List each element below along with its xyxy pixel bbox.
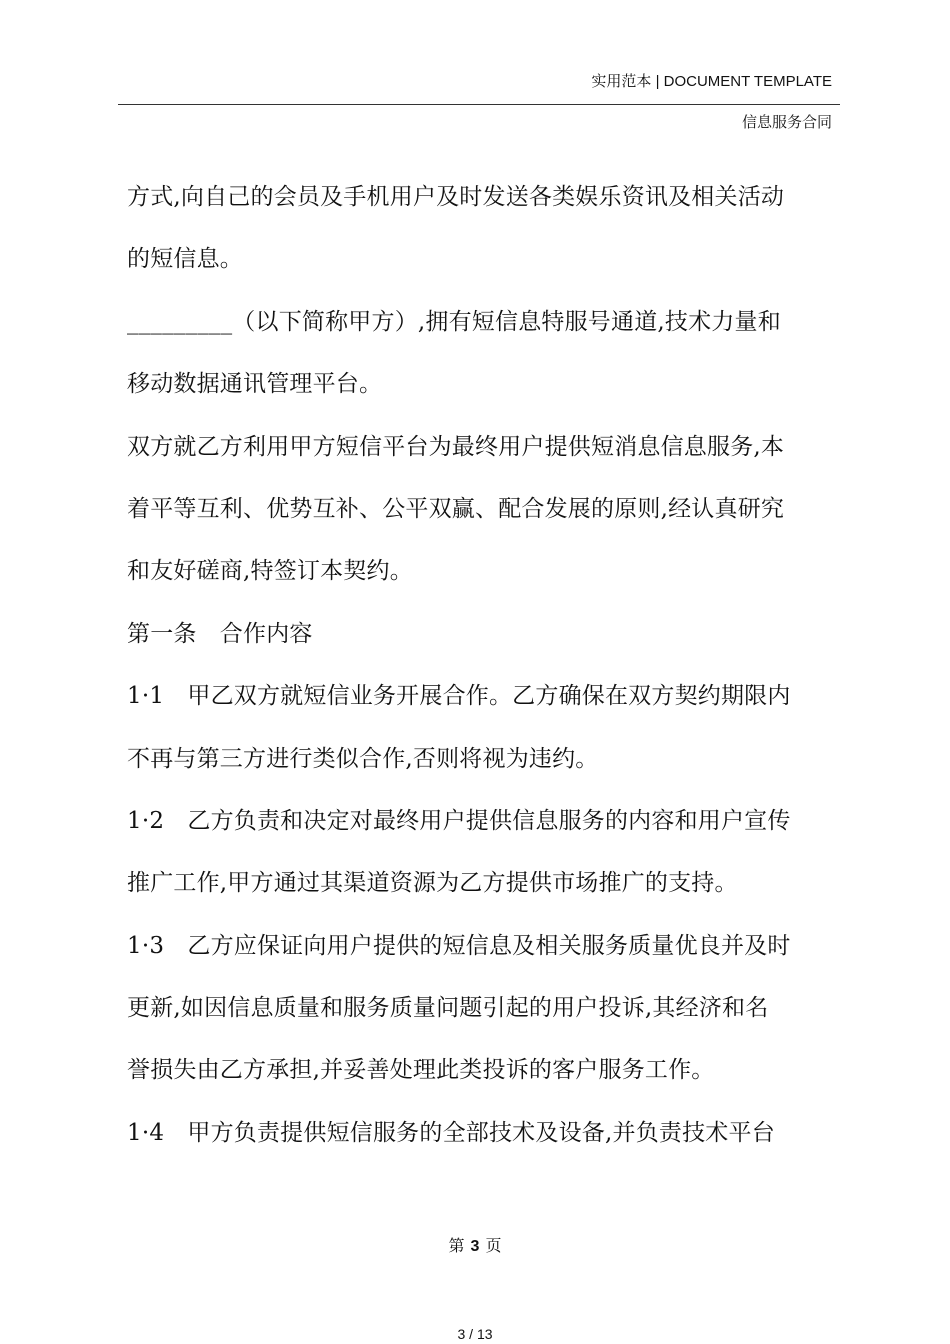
body-line: 更新,如因信息质量和服务质量问题引起的用户投诉,其经济和名 bbox=[127, 995, 769, 1022]
body-line: 不再与第三方进行类似合作,否则将视为违约。 bbox=[127, 745, 599, 772]
header-divider bbox=[118, 104, 840, 105]
body-line: 和友好磋商,特签订本契约。 bbox=[127, 558, 413, 585]
body-line: 移动数据通讯管理平台。 bbox=[127, 371, 383, 398]
body-line: 1·1 甲乙双方就短信业务开展合作。乙方确保在双方契约期限内 bbox=[127, 683, 791, 710]
body-line: 1·4 甲方负责提供短信服务的全部技术及设备,并负责技术平台 bbox=[127, 1119, 775, 1146]
header-contract-title: 信息服务合同 bbox=[741, 114, 832, 131]
header-document-template: 实用范本 | DOCUMENT TEMPLATE bbox=[591, 73, 832, 90]
section-heading: 第一条 合作内容 bbox=[127, 620, 313, 647]
body-line: 方式,向自己的会员及手机用户及时发送各类娱乐资讯及相关活动 bbox=[127, 184, 785, 210]
page-label bbox=[0, 1233, 950, 1256]
body-line: 1·3 乙方应保证向用户提供的短信息及相关服务质量优良并及时 bbox=[127, 932, 791, 959]
body-line: 着平等互利、优势互补、公平双赢、配合发展的原则,经认真研究 bbox=[127, 495, 785, 522]
body-line: 誉损失由乙方承担,并妥善处理此类投诉的客户服务工作。 bbox=[127, 1057, 715, 1084]
page-prefix: 第 bbox=[448, 1236, 465, 1255]
page-counter: 3 / 13 bbox=[457, 1326, 493, 1342]
contract-body bbox=[127, 166, 842, 1164]
page-suffix: 页 bbox=[485, 1236, 502, 1255]
page-number: 3 bbox=[470, 1238, 480, 1255]
body-line: 1·2 乙方负责和决定对最终用户提供信息服务的内容和用户宣传 bbox=[127, 807, 791, 834]
body-line: 推广工作,甲方通过其渠道资源为乙方提供市场推广的支持。 bbox=[127, 870, 738, 897]
body-line: _________（以下简称甲方）,拥有短信息特服号通道,技术力量和 bbox=[127, 308, 781, 335]
body-line: 双方就乙方利用甲方短信平台为最终用户提供短消息信息服务,本 bbox=[127, 433, 785, 460]
body-line: 的短信息。 bbox=[127, 246, 243, 273]
